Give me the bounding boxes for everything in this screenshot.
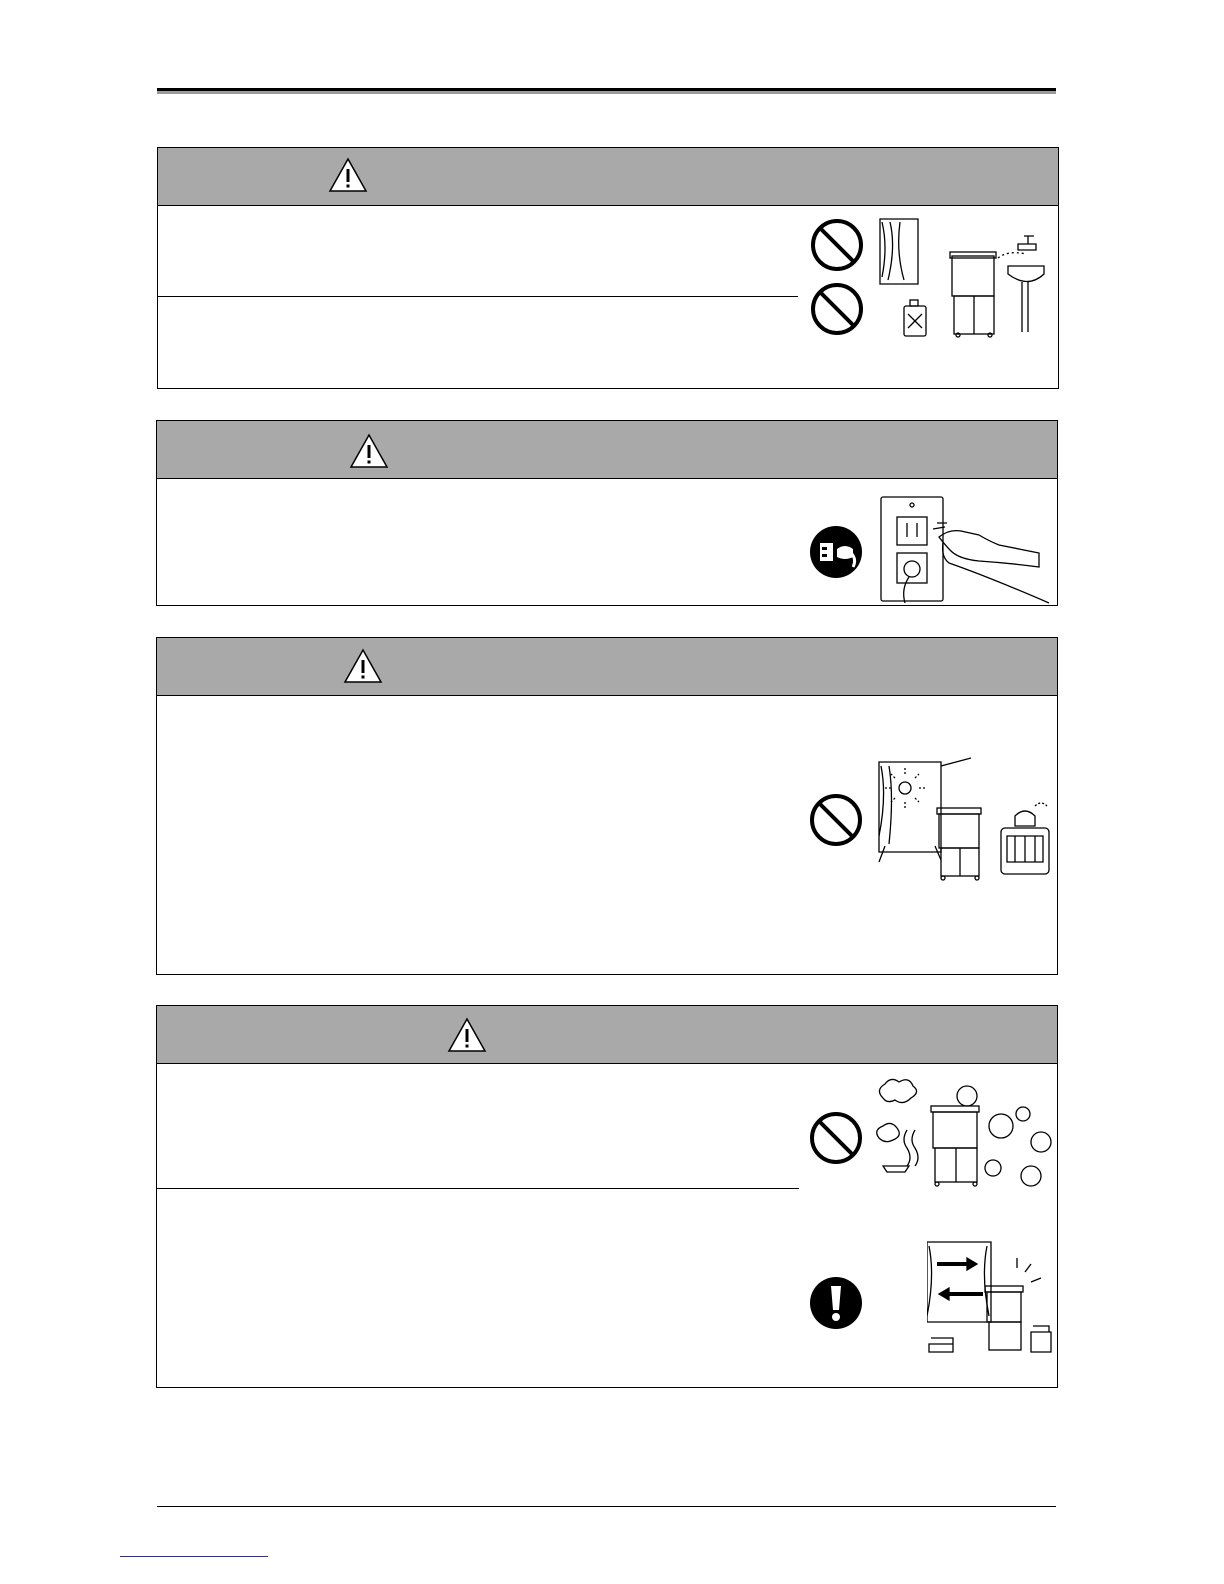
prohibition-icon	[810, 218, 864, 272]
warning-triangle-icon	[328, 157, 368, 193]
copier-sunlight-heater-illustration	[875, 756, 1055, 884]
copier-dust-smoke-illustration	[873, 1078, 1053, 1190]
installation-warning-box	[157, 147, 1059, 389]
prohibition-icon	[809, 793, 863, 847]
warning-triangle-icon	[343, 648, 383, 684]
unplug-icon	[809, 525, 863, 579]
dust-ventilation-caution-box	[156, 1005, 1058, 1388]
prohibition-icon	[810, 282, 864, 336]
mandatory-icon	[809, 1276, 863, 1330]
section-heading-band	[157, 638, 1057, 696]
section-heading-band	[157, 421, 1057, 479]
copier-near-curtain-water-flammable-illustration	[878, 214, 1048, 339]
section-heading-band	[158, 148, 1058, 206]
warning-triangle-icon	[349, 433, 389, 469]
header-rule	[157, 88, 1056, 94]
section-heading-band	[157, 1006, 1057, 1064]
power-plug-warning-box	[156, 420, 1058, 606]
row-divider	[157, 1188, 799, 1189]
heat-sunlight-caution-box	[156, 637, 1058, 975]
page-link-underline[interactable]	[120, 1556, 268, 1557]
hand-unplugging-outlet-illustration	[877, 493, 1052, 605]
warning-triangle-icon	[447, 1017, 487, 1053]
prohibition-icon	[809, 1111, 863, 1165]
row-divider	[158, 296, 798, 297]
footer-rule	[157, 1506, 1056, 1507]
copier-ventilation-illustration	[927, 1232, 1052, 1356]
